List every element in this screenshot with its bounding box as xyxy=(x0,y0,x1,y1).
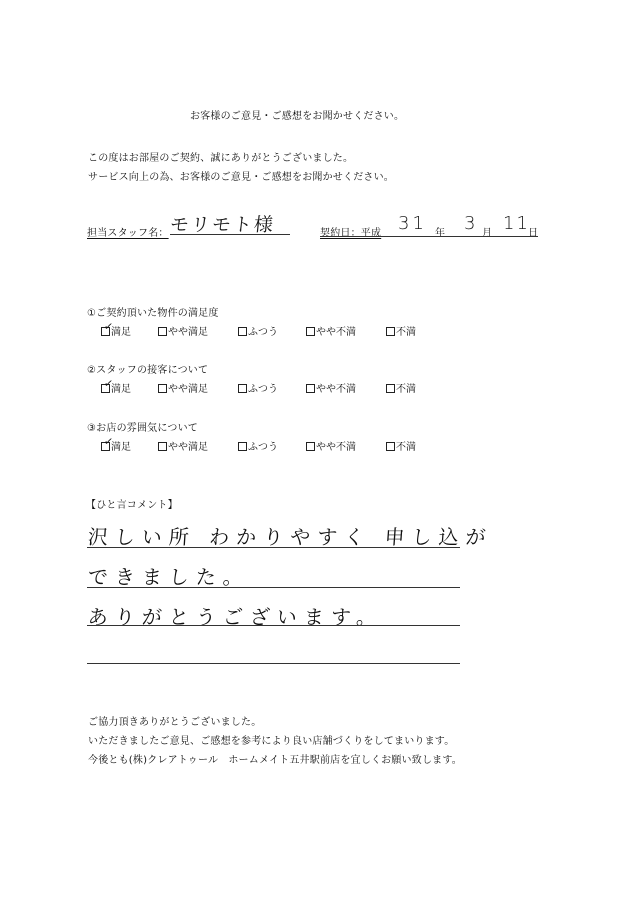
comment-rule-4 xyxy=(87,663,460,664)
checkbox-checked-icon[interactable]: ✓ xyxy=(101,384,110,393)
contract-month: 3 xyxy=(464,213,476,234)
q1-option-5[interactable]: 不満 xyxy=(386,323,416,338)
staff-name: モリモト様 xyxy=(168,214,277,236)
checkbox-icon[interactable] xyxy=(238,384,247,393)
comment-line-2: できました。 xyxy=(87,565,251,589)
q1-option-4[interactable]: やや不満 xyxy=(306,323,356,338)
contract-month-unit: 月 xyxy=(482,228,493,239)
staff-underline xyxy=(170,234,290,235)
q3-option-5[interactable]: 不満 xyxy=(386,438,416,453)
contract-day-unit: 日 xyxy=(528,228,539,239)
checkbox-icon[interactable] xyxy=(238,327,247,336)
checkbox-checked-icon[interactable]: ✓ xyxy=(101,327,110,336)
q2-option-2[interactable]: やや満足 xyxy=(158,380,208,395)
q3-option-1[interactable]: ✓ 満足 xyxy=(101,438,131,453)
q3-option-3[interactable]: ふつう xyxy=(238,438,278,453)
q3-option-4[interactable]: やや不満 xyxy=(306,438,356,453)
contract-year-unit: 年 xyxy=(435,228,446,239)
checkbox-icon[interactable] xyxy=(306,442,315,451)
intro-line-1: この度はお部屋のご契約、誠にありがとうございました。 xyxy=(88,153,354,164)
q2-option-4[interactable]: やや不満 xyxy=(306,380,356,395)
question-3-title: ③お店の雰囲気について xyxy=(87,423,198,434)
intro-line-2: サービス向上の為、お客様のご意見・ご感想をお聞かせください。 xyxy=(88,172,394,183)
q1-option-2[interactable]: やや満足 xyxy=(158,323,208,338)
comment-heading: 【ひと言コメント】 xyxy=(86,500,178,511)
q1-option-3[interactable]: ふつう xyxy=(238,323,278,338)
checkbox-icon[interactable] xyxy=(306,384,315,393)
question-1-title: ①ご契約頂いた物件の満足度 xyxy=(87,308,219,319)
comment-line-3: ありがとうございます。 xyxy=(87,605,385,629)
q2-option-1[interactable]: ✓ 満足 xyxy=(101,380,131,395)
comment-rule-1 xyxy=(87,547,460,548)
comment-rule-2 xyxy=(87,587,460,588)
contract-underline xyxy=(320,236,538,237)
checkbox-icon[interactable] xyxy=(306,327,315,336)
q2-option-3[interactable]: ふつう xyxy=(238,380,278,395)
checkbox-icon[interactable] xyxy=(386,327,395,336)
staff-label: 担当スタッフ名： xyxy=(87,228,169,239)
q1-option-1[interactable]: ✓ 満足 xyxy=(101,323,131,338)
checkbox-icon[interactable] xyxy=(386,384,395,393)
checkbox-icon[interactable] xyxy=(158,327,167,336)
checkbox-icon[interactable] xyxy=(158,384,167,393)
comment-line-1: 沢しい所 わかりやすく 申し込が xyxy=(87,525,494,549)
question-2-title: ②スタッフの接客について xyxy=(87,365,209,376)
q2-option-5[interactable]: 不満 xyxy=(386,380,416,395)
checkbox-checked-icon[interactable]: ✓ xyxy=(101,442,110,451)
contract-day: 11 xyxy=(503,213,530,234)
closing-line-1: ご協力頂きありがとうございました。 xyxy=(88,717,262,728)
contract-label: 契約日：平成 xyxy=(320,228,382,239)
checkbox-icon[interactable] xyxy=(158,442,167,451)
comment-rule-3 xyxy=(87,625,460,626)
q3-option-2[interactable]: やや満足 xyxy=(158,438,208,453)
page-title: お客様のご意見・ご感想をお聞かせください。 xyxy=(190,111,405,122)
closing-line-3: 今後とも(株)クレアトゥール ホームメイト五井駅前店を宜しくお願い致します。 xyxy=(88,755,462,766)
checkbox-icon[interactable] xyxy=(386,442,395,451)
closing-line-2: いただきましたご意見、ご感想を参考により良い店舗づくりをしてまいります。 xyxy=(88,736,455,747)
checkbox-icon[interactable] xyxy=(238,442,247,451)
contract-year: 31 xyxy=(398,213,427,234)
